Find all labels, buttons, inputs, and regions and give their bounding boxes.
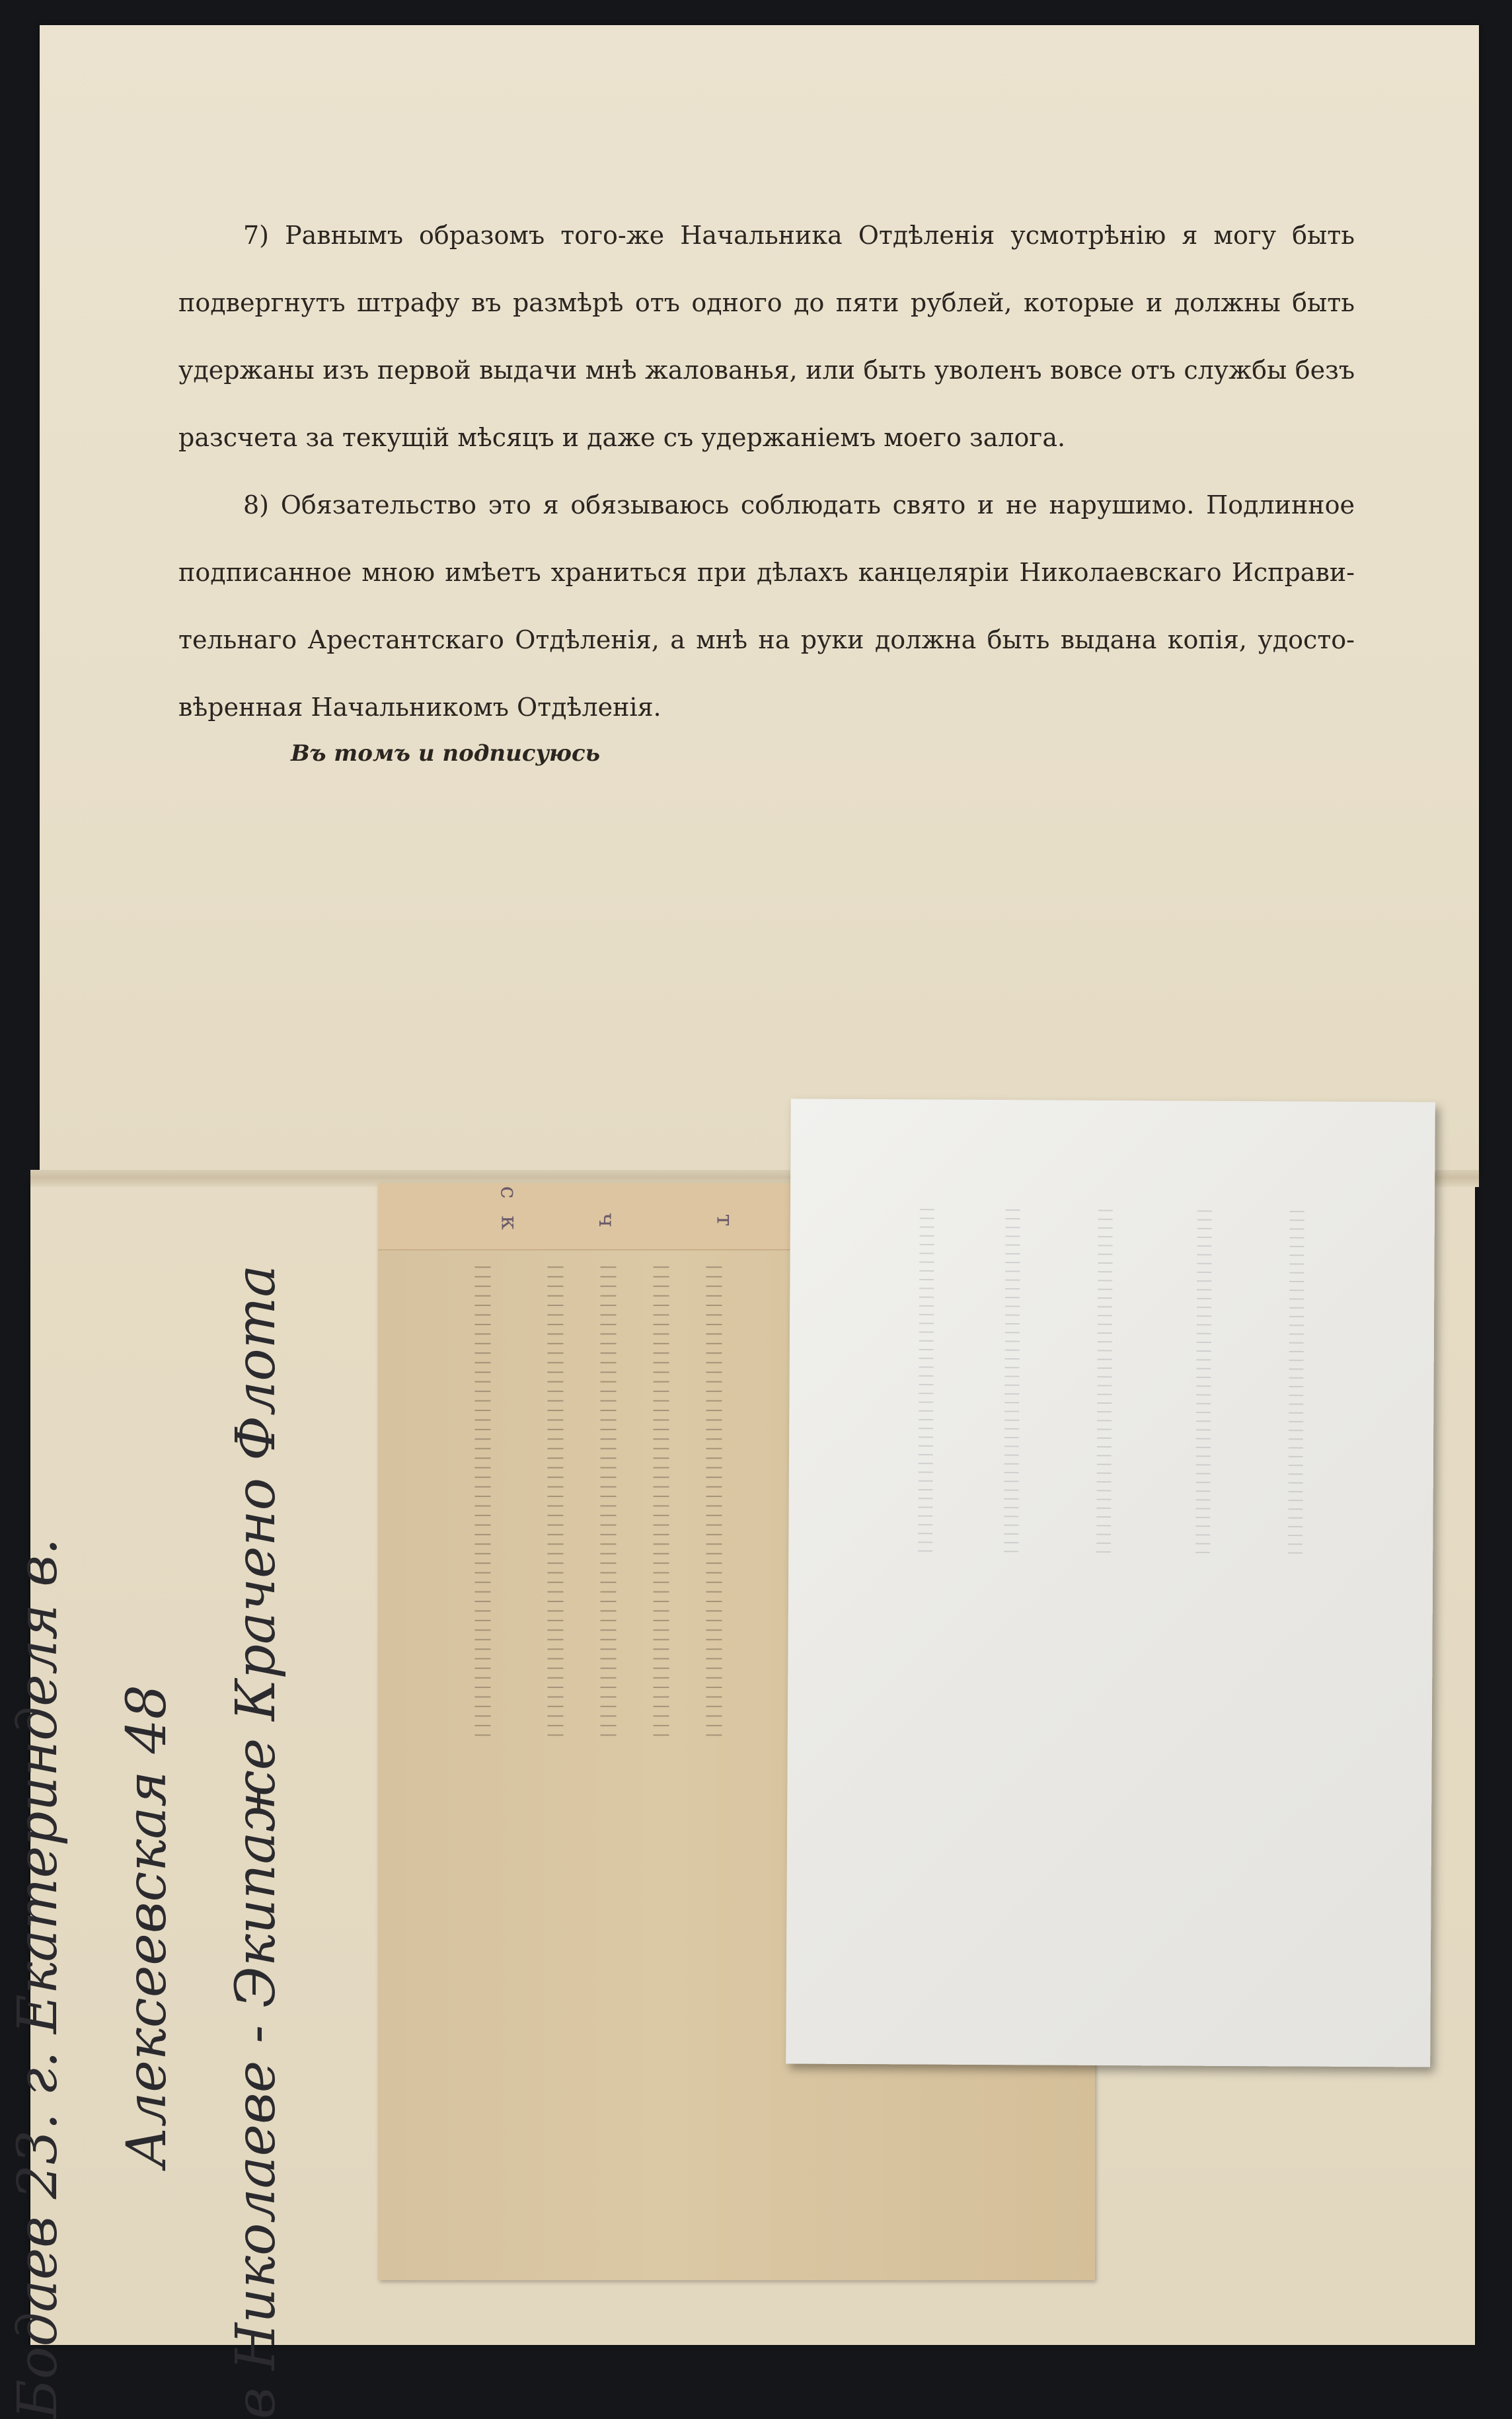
handwritten-line: Алексеевская 48 bbox=[116, 1685, 178, 2168]
clipping-header-letter: ч bbox=[593, 1212, 621, 1228]
clipping-faded-text: |||||||||||||||||||||||||||||||||||||||||||||||||| bbox=[474, 1262, 493, 1740]
note-show-through: |||||||||||||||||||||||||||||||||||||||| bbox=[1195, 1206, 1213, 1557]
clipping-faded-text: |||||||||||||||||||||||||||||||||||||||||||||||||| bbox=[706, 1262, 724, 1740]
clipping-faded-text: |||||||||||||||||||||||||||||||||||||||||||||||||| bbox=[653, 1262, 671, 1740]
text-line: вѣренная Начальникомъ Отдѣленія. bbox=[178, 693, 662, 722]
note-show-through: |||||||||||||||||||||||||||||||||||||||| bbox=[917, 1205, 936, 1556]
paragraph-7 bbox=[178, 202, 1355, 471]
text-line: 7) Равнымъ образомъ того-же Начальника Отдѣленія усмотрѣнію я могу быть bbox=[243, 221, 1355, 250]
handwritten-line: Бодаев 23. г. Екатеринделя в. bbox=[7, 1537, 69, 2419]
text-line: подвергнутъ штрафу въ размѣрѣ отъ одного до пяти рублей, которые и должны быть bbox=[178, 288, 1355, 317]
note-show-through: |||||||||||||||||||||||||||||||||||||||| bbox=[1287, 1207, 1306, 1558]
clipping-faded-text: |||||||||||||||||||||||||||||||||||||||||||||||||| bbox=[547, 1262, 566, 1740]
clipping-header-letter: с bbox=[495, 1186, 522, 1199]
note-show-through: |||||||||||||||||||||||||||||||||||||||| bbox=[1096, 1206, 1114, 1556]
text-line: удержаны изъ первой выдачи мнѣ жалованья, или быть уволенъ вовсе отъ службы безъ bbox=[178, 356, 1355, 385]
handwritten-address bbox=[0, 1264, 311, 2419]
paper-note bbox=[786, 1098, 1435, 2067]
paragraph-8 bbox=[178, 471, 1355, 741]
handwritten-line: в Николаеве - Экипаже Крачено Флота bbox=[225, 1264, 287, 2419]
clipping-header-letter: к bbox=[496, 1215, 523, 1230]
signoff-text: Въ томъ и подписуюсь bbox=[291, 740, 601, 767]
printed-text bbox=[178, 202, 1355, 741]
text-line: 8) Обязательство это я обязываюсь соблюдать свято и не нарушимо. Подлинное bbox=[243, 490, 1355, 519]
note-show-through: |||||||||||||||||||||||||||||||||||||||| bbox=[1003, 1206, 1022, 1556]
text-line: тельнаго Арестантскаго Отдѣленія, а мнѣ на руки должна быть выдана копія, удосто- bbox=[178, 625, 1355, 654]
text-line: разсчета за текущій мѣсяцъ и даже съ удержаніемъ моего залога. bbox=[178, 423, 1066, 452]
text-line: подписанное мною имѣетъ храниться при дѣлахъ канцеляріи Николаевскаго Исправи- bbox=[178, 558, 1355, 587]
clipping-faded-text: |||||||||||||||||||||||||||||||||||||||||||||||||| bbox=[600, 1262, 619, 1740]
clipping-header-letter: т bbox=[711, 1213, 738, 1227]
